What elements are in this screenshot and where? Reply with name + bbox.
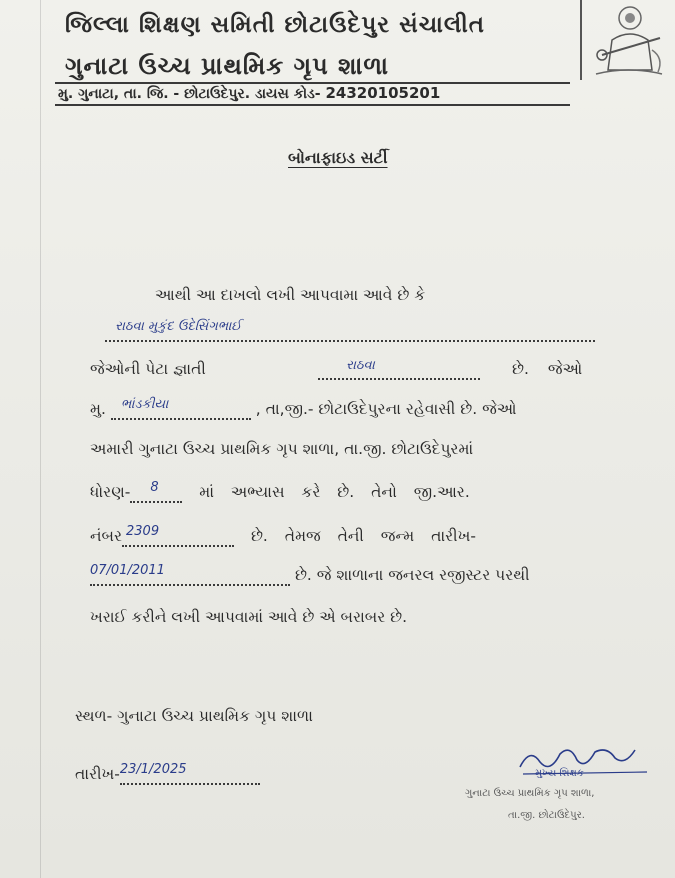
- standard-suffix: માં અભ્યાસ કરે છે. તેનો જી.આર.: [199, 483, 470, 501]
- village-value: ભાંડકીયા: [120, 397, 169, 412]
- saraswati-goddess-icon: [580, 0, 674, 80]
- gr-number-line: [90, 524, 476, 547]
- gr-number-value: 2309: [126, 524, 160, 539]
- dise-code: 24320105201: [325, 84, 441, 102]
- standard-value: 8: [150, 480, 159, 495]
- dob-suffix: છે. જે શાળાના જનરલ રજીસ્ટર પરથી: [294, 566, 530, 584]
- dob-value: 07/01/2011: [90, 563, 165, 578]
- gr-suffix: છે. તેમજ તેની જન્મ તારીખ-: [250, 527, 476, 545]
- school-line: અમારી ગુનાટા ઉચ્ચ પ્રાથમિક ગૃપ શાળા, તા.જી. છોટાઉદેપુરમાં: [90, 440, 474, 458]
- date-value: 23/1/2025: [119, 762, 187, 777]
- caste-line: [90, 360, 206, 379]
- caste-line-end: છે. જેઓ: [512, 360, 583, 378]
- header-rule-bottom: [55, 104, 570, 106]
- caste-value: રાઠવા: [346, 358, 375, 373]
- date-line: [75, 762, 260, 785]
- signatory-title: મુખ્ય શિક્ષક: [535, 768, 584, 779]
- standard-line: [90, 480, 470, 503]
- closing-line: ખરાઈ કરીને લખી આપવામાં આવે છે એ બરાબર છે.: [90, 608, 408, 626]
- margin-line: [40, 0, 41, 878]
- standard-label: ધોરણ-: [90, 483, 131, 501]
- stamp-place: તા.જી. છોટાઉદેપુર.: [508, 810, 585, 821]
- dob-line: [90, 563, 530, 586]
- student-name-line: [105, 319, 595, 342]
- village-suffix: , તા,જી.- છોટાઉદેપુરના રહેવાસી છે. જેઓ: [255, 400, 517, 418]
- stamp-school-name: ગુનાટા ઉચ્ચ પ્રાથમિક ગૃપ શાળા,: [465, 788, 595, 799]
- student-name: રાઠવા મુકુંદ ઉદેસિંગભાઈ: [115, 319, 242, 334]
- address-text: મુ. ગુનાટા, તા. જિ. - છોટાઉદેપુર. ડાયસ કોડ-: [58, 86, 321, 102]
- date-label: તારીખ-: [75, 765, 120, 783]
- village-prefix: મુ.: [90, 400, 106, 418]
- letterhead-line-1: જિલ્લા શિક્ષણ સમિતી છોટાઉદેપુર સંચાલીત: [65, 12, 486, 38]
- village-line: [90, 397, 517, 420]
- gr-label: નંબર: [90, 527, 123, 545]
- intro-line: આથી આ દાખલો લખી આપવામા આવે છે કે: [155, 286, 426, 304]
- school-name-heading: ગુનાટા ઉચ્ચ પ્રાથમિક ગૃપ શાળા: [65, 52, 390, 80]
- caste-field: [318, 360, 480, 380]
- caste-label: જેઓની પેટા જ્ઞાતી: [90, 360, 206, 378]
- certificate-title: બોનાફાઇડ સર્ટી: [288, 148, 388, 167]
- letterhead-address: [58, 84, 440, 102]
- place-line: સ્થળ- ગુનાટા ઉચ્ચ પ્રાથમિક ગૃપ શાળા: [75, 707, 313, 725]
